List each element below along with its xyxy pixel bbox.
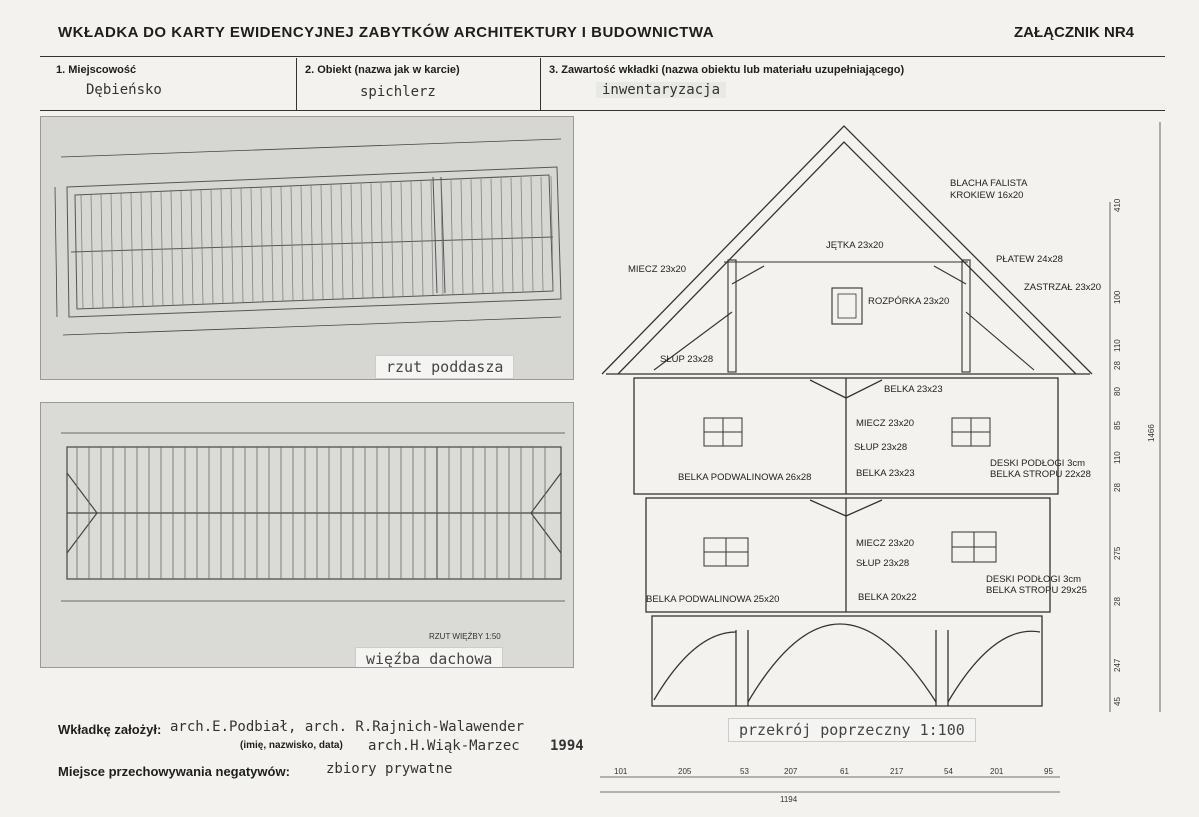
label-miecz-2: MIECZ 23x20 [856, 538, 915, 549]
right-dimension-label: 28 [1113, 361, 1122, 370]
field-2-label: 2. Obiekt (nazwa jak w karcie) [305, 64, 460, 76]
bottom-dimension-label: 205 [678, 767, 692, 776]
field-1-label: 1. Miejscowość [56, 64, 137, 76]
label-slup-1: SŁUP 23x28 [854, 442, 908, 453]
roof-truss-drawing [41, 403, 573, 667]
label-belka-1: BELKA 23x23 [884, 384, 943, 395]
ground-floor-arcade [652, 616, 1042, 706]
label-deski-1: DESKI PODŁOGI 3cm [990, 458, 1086, 469]
right-dimension-label: 80 [1113, 387, 1122, 396]
author-value-1: arch.E.Podbiał, arch. R.Rajnich-Walawender [170, 719, 525, 735]
attachment-number: ZAŁĄCZNIK NR4 [1014, 24, 1134, 41]
bottom-dimension-label: 201 [990, 767, 1004, 776]
attic-plan-drawing [41, 117, 573, 379]
author-label: Wkładkę założył: [58, 722, 162, 737]
truss-scale-label: RZUT WIĘŹBY 1:50 [429, 632, 501, 641]
right-dimension-label: 275 [1113, 546, 1122, 560]
right-dimension-label: 110 [1113, 451, 1122, 464]
label-zastrzal: ZASTRZAŁ 23x20 [1024, 282, 1102, 293]
right-dimensions [1113, 198, 1122, 706]
author-hint: (imię, nazwisko, data) [240, 740, 343, 751]
roof-truss-photo [40, 402, 574, 668]
section-caption: przekrój poprzeczny 1:100 [728, 718, 976, 742]
bottom-dimension-label: 207 [784, 767, 798, 776]
roof-truss-caption: więźba dachowa [355, 647, 503, 668]
negatives-value: zbiory prywatne [326, 761, 453, 777]
right-dimension-label: 110 [1113, 339, 1122, 352]
right-dimension-label: 100 [1113, 290, 1122, 304]
label-platew: PŁATEW 24x28 [996, 254, 1063, 265]
label-rozporka: ROZPÓRKA 23x20 [868, 296, 950, 307]
field-separator-1 [296, 58, 297, 110]
negatives-label: Miejsce przechowywania negatywów: [58, 764, 290, 779]
label-belka-stropu-1: BELKA STROPU 22x28 [990, 469, 1091, 480]
label-podwalinowa-2: BELKA PODWALINOWA 25x20 [646, 594, 780, 605]
label-belka-2: BELKA 23x23 [856, 468, 915, 479]
label-deski-2: DESKI PODŁOGI 3cm [986, 574, 1082, 585]
windows [704, 418, 996, 566]
label-blacha: BLACHA FALISTA [950, 178, 1028, 189]
field-2-value: spichlerz [360, 84, 436, 100]
fields-divider [40, 110, 1165, 111]
field-separator-2 [540, 58, 541, 110]
label-podwalinowa-1: BELKA PODWALINOWA 26x28 [678, 472, 812, 483]
cross-section-drawing [594, 112, 1166, 817]
field-3-label: 3. Zawartość wkładki (nazwa obiektu lub materiału uzupełniającego) [549, 64, 905, 76]
label-miecz-1: MIECZ 23x20 [856, 418, 915, 429]
author-year: 1994 [550, 738, 584, 754]
right-dimension-label: 85 [1113, 421, 1122, 430]
total-height: 1466 [1147, 424, 1156, 442]
label-belka-stropu-2: BELKA STROPU 29x25 [986, 585, 1087, 596]
document-title: WKŁADKA DO KARTY EWIDENCYJNEJ ZABYTKÓW ARCHITEKTURY I BUDOWNICTWA [58, 24, 715, 41]
bottom-dimension-label: 101 [614, 767, 628, 776]
header-divider [40, 56, 1165, 57]
right-dimension-label: 247 [1113, 658, 1122, 672]
field-1-value: Dębieńsko [86, 82, 162, 98]
field-3-value: inwentaryzacja [596, 82, 726, 98]
bottom-dimensions [614, 767, 1053, 776]
bottom-dimension-label: 217 [890, 767, 904, 776]
right-dimension-label: 28 [1113, 597, 1122, 606]
bottom-dimension-label: 61 [840, 767, 849, 776]
right-dimension-label: 28 [1113, 483, 1122, 492]
label-belka-3: BELKA 20x22 [858, 592, 917, 603]
author-value-2: arch.H.Wiąk-Marzec [368, 738, 520, 754]
label-slup-2: SŁUP 23x28 [856, 558, 910, 569]
label-slup-top: SŁUP 23x28 [660, 354, 714, 365]
total-width: 1194 [780, 795, 798, 804]
bottom-dimension-label: 53 [740, 767, 749, 776]
label-miecz-top: MIECZ 23x20 [628, 264, 687, 275]
attic-plan-caption: rzut poddasza [375, 355, 514, 379]
label-krokiew: KROKIEW 16x20 [950, 190, 1024, 201]
bottom-dimension-label: 54 [944, 767, 953, 776]
right-dimension-label: 45 [1113, 697, 1122, 706]
label-jetka: JĘTKA 23x20 [826, 240, 884, 251]
right-dimension-label: 410 [1113, 198, 1122, 212]
bottom-dimension-label: 95 [1044, 767, 1053, 776]
attic-plan-photo [40, 116, 574, 380]
dimension-lines [600, 122, 1160, 792]
